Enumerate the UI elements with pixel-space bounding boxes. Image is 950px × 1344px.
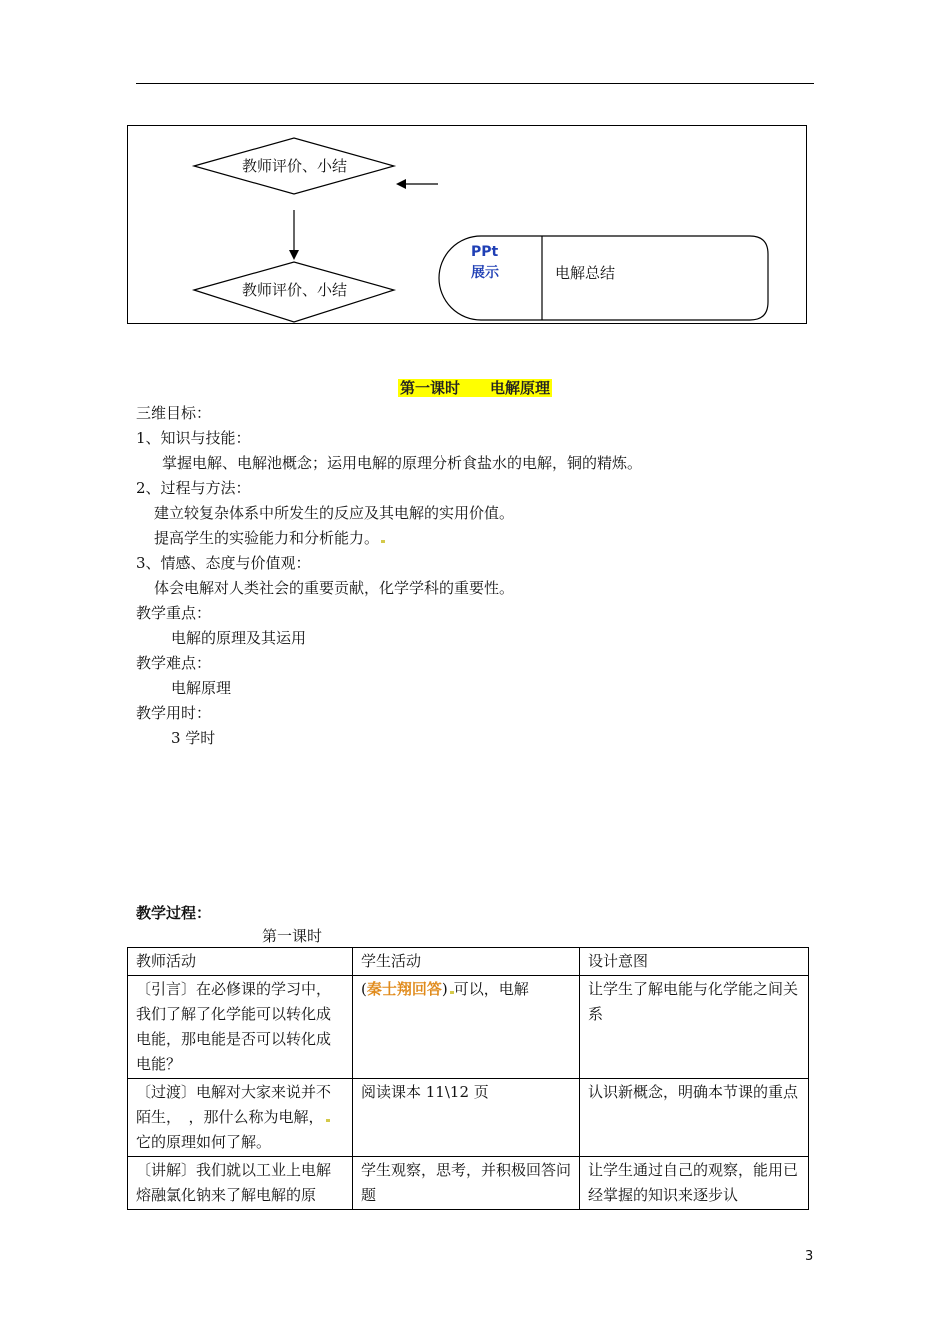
row1-teacher: 〔引言〕在必修课的学习中，我们了解了化学能可以转化成电能，那电能是否可以转化成电能？ xyxy=(128,976,353,1079)
objective-2-text-a: 建立较复杂体系中所发生的反应及其电解的实用价值。 xyxy=(154,504,515,522)
time-heading: 教学用时： xyxy=(136,704,212,722)
row1-student-answer: 可以，电解 xyxy=(453,980,529,998)
arrow-down-head xyxy=(289,250,299,260)
objective-1-title: 1、知识与技能： xyxy=(136,429,251,447)
objective-3-title: 3、情感、态度与价值观： xyxy=(136,554,311,572)
table-header-row xyxy=(128,948,809,976)
row2-student: 阅读课本 11\12 页 xyxy=(353,1079,580,1157)
objective-2-title: 2、过程与方法： xyxy=(136,479,251,497)
highlight-mark xyxy=(381,540,385,543)
difficulty-heading: 教学难点： xyxy=(136,654,212,672)
row2-teacher-b: 它的原理如何了解。 xyxy=(136,1133,272,1151)
process-table xyxy=(127,947,809,1210)
diamond-bottom-label: 教师评价、小结 xyxy=(242,281,348,299)
table-row xyxy=(128,1079,809,1157)
key-point-text: 电解的原理及其运用 xyxy=(171,629,307,647)
table-row xyxy=(128,976,809,1079)
row3-teacher: 〔讲解〕我们就以工业上电解熔融氯化钠来了解电解的原 xyxy=(128,1157,353,1210)
highlight-mark xyxy=(326,1119,330,1122)
column-header-teacher: 教师活动 xyxy=(128,948,353,976)
process-heading: 教学过程： xyxy=(136,904,212,922)
row1-intent: 让学生了解电能与化学能之间关系 xyxy=(580,976,809,1079)
key-point-heading: 教学重点： xyxy=(136,604,212,622)
row3-intent: 让学生通过自己的观察，能用已经掌握的知识来逐步认 xyxy=(580,1157,809,1210)
process-subheading: 第一课时 xyxy=(262,927,323,945)
column-header-intent: 设计意图 xyxy=(580,948,809,976)
difficulty-text: 电解原理 xyxy=(171,679,232,697)
objective-1-text: 掌握电解、电解池概念；运用电解的原理分析食盐水的电解，铜的精炼。 xyxy=(162,454,643,472)
ppt-label-line1: PPt xyxy=(471,244,499,260)
flowchart-frame xyxy=(127,125,807,324)
row2-intent: 认识新概念，明确本节课的重点 xyxy=(580,1079,809,1157)
header-rule xyxy=(136,83,814,84)
page-number: 3 xyxy=(805,1249,814,1264)
section-title xyxy=(0,377,950,398)
row3-student: 学生观察，思考，并积极回答问题 xyxy=(353,1157,580,1210)
row2-teacher xyxy=(128,1079,353,1157)
objective-2-text-b: 提高学生的实验能力和分析能力。 xyxy=(154,529,380,547)
student-name-highlight: 秦士翔回答 xyxy=(366,980,442,998)
objective-2-text-b-wrap xyxy=(154,528,385,548)
table-row xyxy=(128,1157,809,1210)
objective-3-text: 体会电解对人类社会的重要贡献，化学学科的重要性。 xyxy=(154,579,515,597)
row2-teacher-a: 〔过渡〕电解对大家来说并不陌生， ，那什么称为电解， xyxy=(136,1083,332,1126)
column-header-student: 学生活动 xyxy=(353,948,580,976)
row1-student: (秦士翔回答) 可以，电解 xyxy=(353,976,580,1079)
time-text: 3 学时 xyxy=(171,729,216,747)
objectives-heading: 三维目标： xyxy=(136,404,212,422)
flowchart-drawing xyxy=(128,126,808,325)
section-title-text: 第一课时 电解原理 xyxy=(399,379,550,397)
diamond-top-label: 教师评价、小结 xyxy=(242,157,348,175)
ppt-summary-text: 电解总结 xyxy=(555,264,616,282)
ppt-label-line2: 展示 xyxy=(471,265,499,281)
arrow-left-head xyxy=(396,179,406,189)
